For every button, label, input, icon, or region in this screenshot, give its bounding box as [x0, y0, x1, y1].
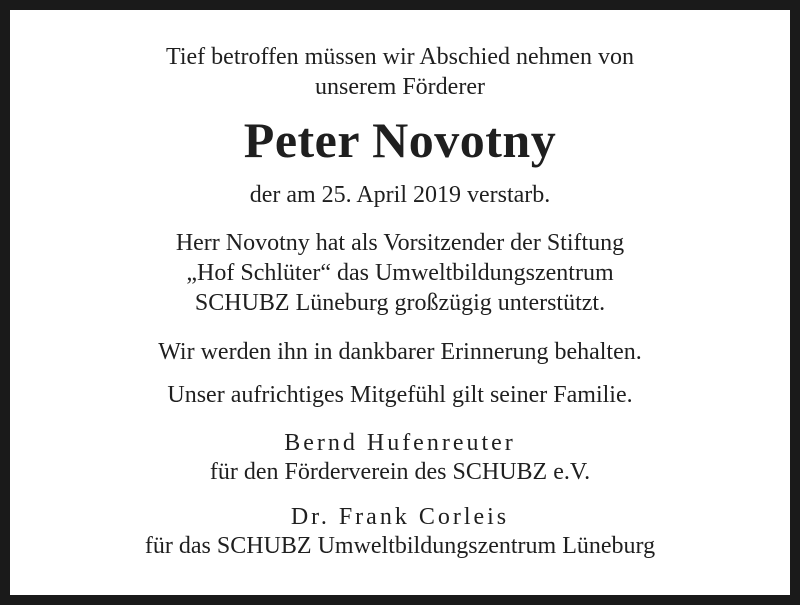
tribute-line-3: SCHUBZ Lüneburg großzügig unterstützt.: [194, 290, 606, 316]
tribute-line-2: „Hof Schlüter“ das Umweltbildungszentrum: [186, 260, 614, 286]
intro-line-2: unserem Förderer: [315, 74, 485, 100]
deceased-name: Peter Novotny: [243, 112, 557, 168]
intro-line-1: Tief betroffen müssen wir Abschied nehmen von: [166, 44, 634, 70]
tribute-line-1: Herr Novotny hat als Vorsitzender der Stiftung: [175, 230, 625, 256]
sympathy-line: Unser aufrichtiges Mitgefühl gilt seiner Familie.: [167, 382, 633, 408]
death-date-line: der am 25. April 2019 verstarb.: [249, 182, 551, 208]
signatory-name-1: Bernd Hufenreuter: [284, 430, 516, 456]
memory-line: Wir werden ihn in dankbarer Erinnerung behalten.: [158, 339, 642, 365]
signatory-name-2: Dr. Frank Corleis: [290, 504, 510, 530]
signatory-org-2: für das SCHUBZ Umweltbildungszentrum Lüneburg: [144, 533, 656, 559]
signatory-org-1: für den Förderverein des SCHUBZ e.V.: [209, 459, 591, 485]
